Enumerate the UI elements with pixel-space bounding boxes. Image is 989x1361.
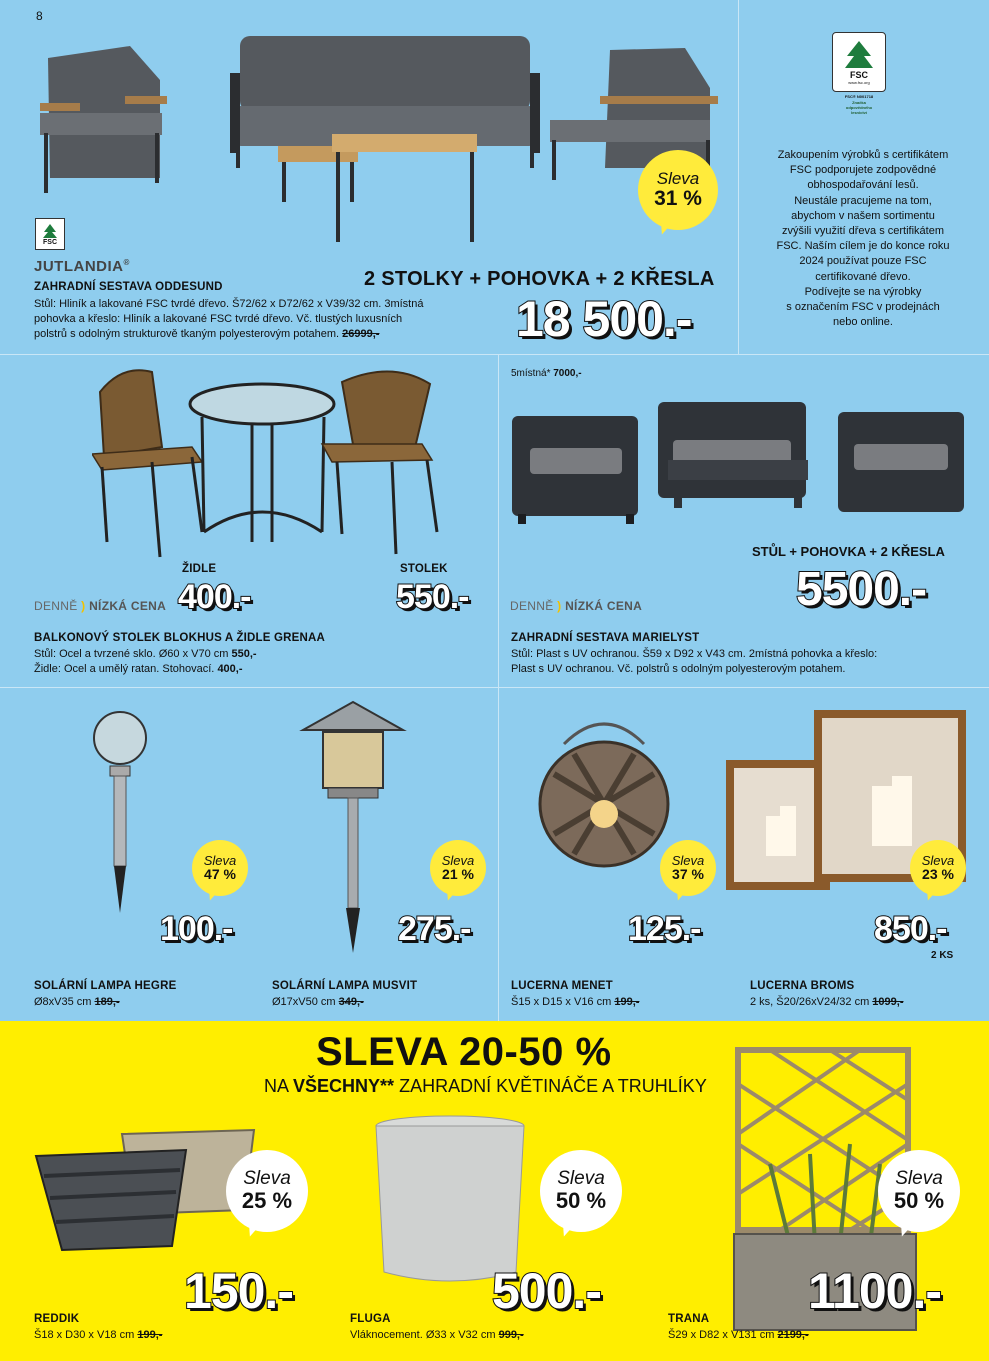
desc-line: Š18 x D30 x V18 cm <box>34 1329 135 1341</box>
badge-value: 50 % <box>555 1188 607 1214</box>
fsc-code: FSC® N001718 <box>844 94 874 99</box>
product-description <box>750 995 904 1010</box>
badge-label: Sleva <box>243 1168 291 1190</box>
product-description <box>34 647 257 677</box>
desc-line: Ø8xV35 cm <box>34 996 92 1008</box>
denne-text: DENNĚ <box>34 599 78 613</box>
solar-lamp-musvit-image <box>298 698 408 958</box>
price: 18 500.- <box>516 291 692 347</box>
fsc-text-line: 2024 používat pouze FSC <box>799 255 927 268</box>
badge-label: Sleva <box>441 852 475 868</box>
promo-sub-text: NA <box>264 1076 289 1096</box>
chair-price: 400.- <box>178 578 251 616</box>
badge-label: Sleva <box>203 852 237 868</box>
badge-label: Sleva <box>671 852 705 868</box>
product-description <box>34 995 120 1010</box>
badge-value: 37 % <box>672 866 704 883</box>
fsc-small-logo <box>35 218 65 250</box>
discount-badge <box>540 1150 622 1232</box>
desc-line: Š29 x D82 x V131 cm <box>668 1329 775 1341</box>
fsc-text-line: FSC. Naším cílem je do konce roku <box>776 240 950 253</box>
table-label: STOLEK <box>400 563 448 575</box>
price: 1100.- <box>808 1263 942 1319</box>
fsc-tree-icon <box>842 40 876 70</box>
divider <box>0 354 989 355</box>
badge-label: Sleva <box>656 169 700 189</box>
armchair-left-image <box>40 46 167 193</box>
chair-right-image <box>322 371 437 554</box>
fsc-text-line: obhospodařování lesů. <box>807 179 919 192</box>
price: 500.- <box>492 1263 601 1319</box>
desc-line: Stůl: Plast s UV ochranou. Š59 x D92 x V43 cm. 2místná pohovka a křeslo: <box>511 648 878 660</box>
old-price: 349,- <box>338 996 364 1008</box>
variant-note-price: 7000,- <box>553 368 582 379</box>
promo-sub-text: ZAHRADNÍ KVĚTINÁČE A TRUHLÍKY <box>399 1076 707 1096</box>
product-title: SOLÁRNÍ LAMPA MUSVIT <box>272 980 418 992</box>
price: 100.- <box>160 910 233 948</box>
product-description <box>34 1328 162 1343</box>
solar-lamp-hegre-image <box>88 708 158 918</box>
product-description <box>511 995 639 1010</box>
page-number: 8 <box>36 9 43 23</box>
fsc-text-line: nebo online. <box>833 316 893 329</box>
glass-table-image <box>190 384 334 542</box>
low-price-text: NÍZKÁ CENA <box>89 599 167 613</box>
fsc-text-line: abychom v našem sortimentu <box>791 209 935 222</box>
denne-text: DENNĚ <box>510 599 554 613</box>
low-price-text: NÍZKÁ CENA <box>565 599 643 613</box>
fsc-small-label: FSC <box>43 238 57 246</box>
table-price-inline: 550,- <box>231 648 257 660</box>
fsc-text-line: s označením FSC v prodejnách <box>786 301 940 314</box>
badge-label: Sleva <box>557 1168 605 1190</box>
price: 150.- <box>184 1263 293 1319</box>
tables-image <box>278 134 477 242</box>
fsc-text-line: FSC podporujete zodpovědné <box>789 164 937 177</box>
fsc-text-line: certifikované dřevo. <box>815 270 911 283</box>
fsc-logo-site: www.fsc.org <box>848 79 870 85</box>
discount-badge <box>638 150 718 230</box>
badge-value: 21 % <box>442 866 474 883</box>
fsc-text-line: Zakoupením výrobků s certifikátem <box>777 149 949 161</box>
fsc-caption: Značka odpovědného lesnictví <box>845 100 873 115</box>
promo-subheadline <box>264 1076 707 1097</box>
brand-logo <box>34 258 130 275</box>
desc-line: Židle: Ocel a umělý ratan. Stohovací. <box>34 663 215 675</box>
desc-line: polstrů s odolným strukturově tkaným polyesterovým potahem. <box>34 328 340 340</box>
product-title: TRANA <box>668 1313 710 1325</box>
chair-price-inline: 400,- <box>217 663 243 675</box>
badge-value: 25 % <box>241 1188 293 1214</box>
discount-badge <box>910 840 966 896</box>
product-description <box>350 1328 524 1343</box>
price: 275.- <box>398 910 471 948</box>
desc-line: 2 ks, Š20/26xV24/32 cm <box>750 996 870 1008</box>
brand-name: JUTLANDIA <box>34 258 124 275</box>
price: 125.- <box>628 910 701 948</box>
divider <box>738 0 739 354</box>
armchair-left-image <box>512 416 638 524</box>
discount-badge <box>430 840 486 896</box>
fsc-tree-icon <box>41 223 59 239</box>
table-price: 550.- <box>396 578 469 616</box>
desc-line: Plast s UV ochranou. Vč. polstrů s odolným polyesterovým potahem. <box>511 663 846 675</box>
product-description <box>511 647 877 677</box>
bistro-set-image <box>92 362 452 562</box>
desc-line: Stůl: Hliník a lakované FSC tvrdé dřevo. Š72/62 x D72/62 x V39/32 cm. 3místná <box>34 298 424 310</box>
badge-value: 23 % <box>922 866 954 883</box>
fsc-logo-label: FSC <box>850 69 868 80</box>
fsc-text-line: Podívejte se na výrobky <box>804 285 922 298</box>
set-headline: STŮL + POHOVKA + 2 KŘESLA <box>752 544 945 559</box>
old-price: 199,- <box>614 996 640 1008</box>
product-title: ZAHRADNÍ SESTAVA MARIELYST <box>511 632 700 644</box>
old-price: 199,- <box>137 1329 163 1341</box>
chair-left-image <box>92 370 202 557</box>
oddesund-furniture-image <box>30 28 730 243</box>
desc-line: Ø17xV50 cm <box>272 996 336 1008</box>
discount-badge <box>226 1150 308 1232</box>
old-price: 26999,- <box>342 328 380 340</box>
divider <box>498 354 499 1022</box>
product-description <box>34 297 504 342</box>
product-title: LUCERNA MENET <box>511 980 613 992</box>
divider <box>0 687 989 688</box>
product-title: SOLÁRNÍ LAMPA HEGRE <box>34 980 177 992</box>
product-title: BALKONOVÝ STOLEK BLOKHUS A ŽIDLE GRENAA <box>34 632 326 644</box>
discount-badge <box>192 840 248 896</box>
variant-note <box>511 368 582 379</box>
badge-label: Sleva <box>921 852 955 868</box>
promo-sub-emph: VŠECHNY** <box>293 1076 395 1096</box>
discount-badge <box>660 840 716 896</box>
discount-badge <box>878 1150 960 1232</box>
set-headline: 2 STOLKY + POHOVKA + 2 KŘESLA <box>364 268 715 290</box>
daily-low-price-logo: DENNĚ ) NÍZKÁ CENA <box>34 599 167 613</box>
old-price: 1099,- <box>872 996 904 1008</box>
badge-label: Sleva <box>895 1168 943 1190</box>
old-price: 2199,- <box>777 1329 809 1341</box>
promo-headline: SLEVA 20-50 % <box>316 1030 612 1074</box>
armchair-right-image <box>838 412 964 512</box>
desc-line: Š15 x D15 x V16 cm <box>511 996 612 1008</box>
desc-line: pohovka a křeslo: Hliník a lakované FSC tvrdé dřevo. Vč. tlustých luxusních <box>34 313 403 325</box>
desc-line: Vláknocement. Ø33 x V32 cm <box>350 1329 496 1341</box>
product-title: LUCERNA BROMS <box>750 980 855 992</box>
price: 850.- <box>874 910 947 948</box>
badge-value: 50 % <box>893 1188 945 1214</box>
product-description <box>668 1328 809 1343</box>
lantern-small-image <box>730 764 826 886</box>
marielyst-set-image <box>508 396 968 536</box>
badge-value: 31 % <box>654 186 702 210</box>
product-title: REDDIK <box>34 1313 80 1325</box>
badge-value: 47 % <box>204 866 236 883</box>
fsc-info-text <box>748 148 978 330</box>
unit-label: 2 KS <box>931 950 954 961</box>
variant-note-label: 5místná* <box>511 368 551 379</box>
price: 5500.- <box>796 563 927 616</box>
product-title: ZAHRADNÍ SESTAVA ODDESUND <box>34 281 223 293</box>
fsc-text-line: Neustále pracujeme na tom, <box>794 194 932 207</box>
brand-mark: ® <box>123 258 130 267</box>
desc-line: Stůl: Ocel a tvrzené sklo. Ø60 x V70 cm <box>34 648 229 660</box>
daily-low-price-logo: DENNĚ ) NÍZKÁ CENA <box>510 599 643 613</box>
fsc-logo <box>832 32 886 92</box>
product-description <box>272 995 364 1010</box>
old-price: 189,- <box>94 996 120 1008</box>
lantern-menet-image <box>524 714 684 874</box>
chair-label: ŽIDLE <box>182 563 217 575</box>
fsc-text-line: zvýšili využití dřeva s certifikátem <box>782 225 944 238</box>
old-price: 999,- <box>498 1329 524 1341</box>
product-title: FLUGA <box>350 1313 391 1325</box>
